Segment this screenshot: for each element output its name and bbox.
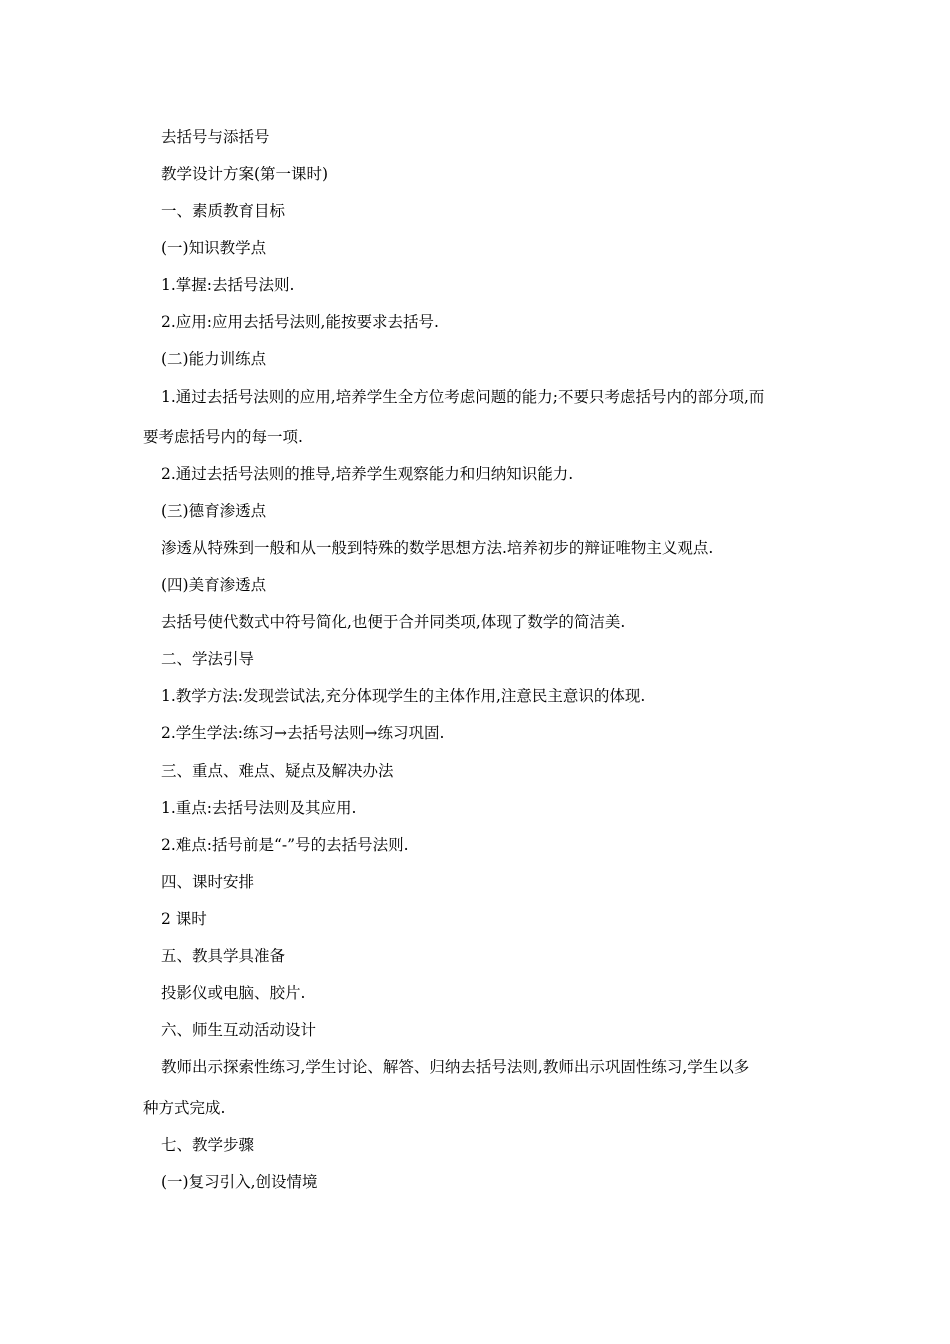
section-heading: 三、重点、难点、疑点及解决办法 <box>161 762 394 780</box>
paragraph: 1.教学方法:发现尝试法,充分体现学生的主体作用,注意民主意识的体现. <box>161 687 646 705</box>
paragraph: 2.学生学法:练习→去括号法则→练习巩固. <box>161 724 445 742</box>
paragraph: 渗透从特殊到一般和从一般到特殊的数学思想方法.培养初步的辩证唯物主义观点. <box>161 539 714 557</box>
paragraph: 2 课时 <box>161 910 207 928</box>
paragraph: 1.重点:去括号法则及其应用. <box>161 799 357 817</box>
paragraph: 2.通过去括号法则的推导,培养学生观察能力和归纳知识能力. <box>161 465 574 483</box>
paragraph: 2.应用:应用去括号法则,能按要求去括号. <box>161 313 439 331</box>
paragraph: 2.难点:括号前是“-”号的去括号法则. <box>161 836 409 854</box>
document-subtitle: 教学设计方案(第一课时) <box>161 165 329 183</box>
section-heading: 六、师生互动活动设计 <box>161 1021 317 1039</box>
paragraph: 去括号使代数式中符号简化,也便于合并同类项,体现了数学的简洁美. <box>161 613 626 631</box>
subsection-heading: (一)复习引入,创设情境 <box>161 1173 318 1191</box>
subsection-heading: (二)能力训练点 <box>161 350 267 368</box>
paragraph: 投影仪或电脑、胶片. <box>161 984 306 1002</box>
document-title: 去括号与添括号 <box>161 128 270 146</box>
section-heading: 二、学法引导 <box>161 650 255 668</box>
section-heading: 四、课时安排 <box>161 873 255 891</box>
section-heading: 五、教具学具准备 <box>161 947 286 965</box>
subsection-heading: (四)美育渗透点 <box>161 576 267 594</box>
paragraph: 教师出示探索性练习,学生讨论、解答、归纳去括号法则,教师出示巩固性练习,学生以多 <box>161 1058 750 1076</box>
subsection-heading: (一)知识教学点 <box>161 239 267 257</box>
paragraph: 1.掌握:去括号法则. <box>161 276 295 294</box>
section-heading: 一、素质教育目标 <box>161 202 286 220</box>
paragraph: 1.通过去括号法则的应用,培养学生全方位考虑问题的能力;不要只考虑括号内的部分项,而 <box>161 388 765 406</box>
subsection-heading: (三)德育渗透点 <box>161 502 267 520</box>
section-heading: 七、教学步骤 <box>161 1136 255 1154</box>
paragraph-continuation: 要考虑括号内的每一项. <box>143 428 303 446</box>
paragraph-continuation: 种方式完成. <box>143 1099 226 1117</box>
